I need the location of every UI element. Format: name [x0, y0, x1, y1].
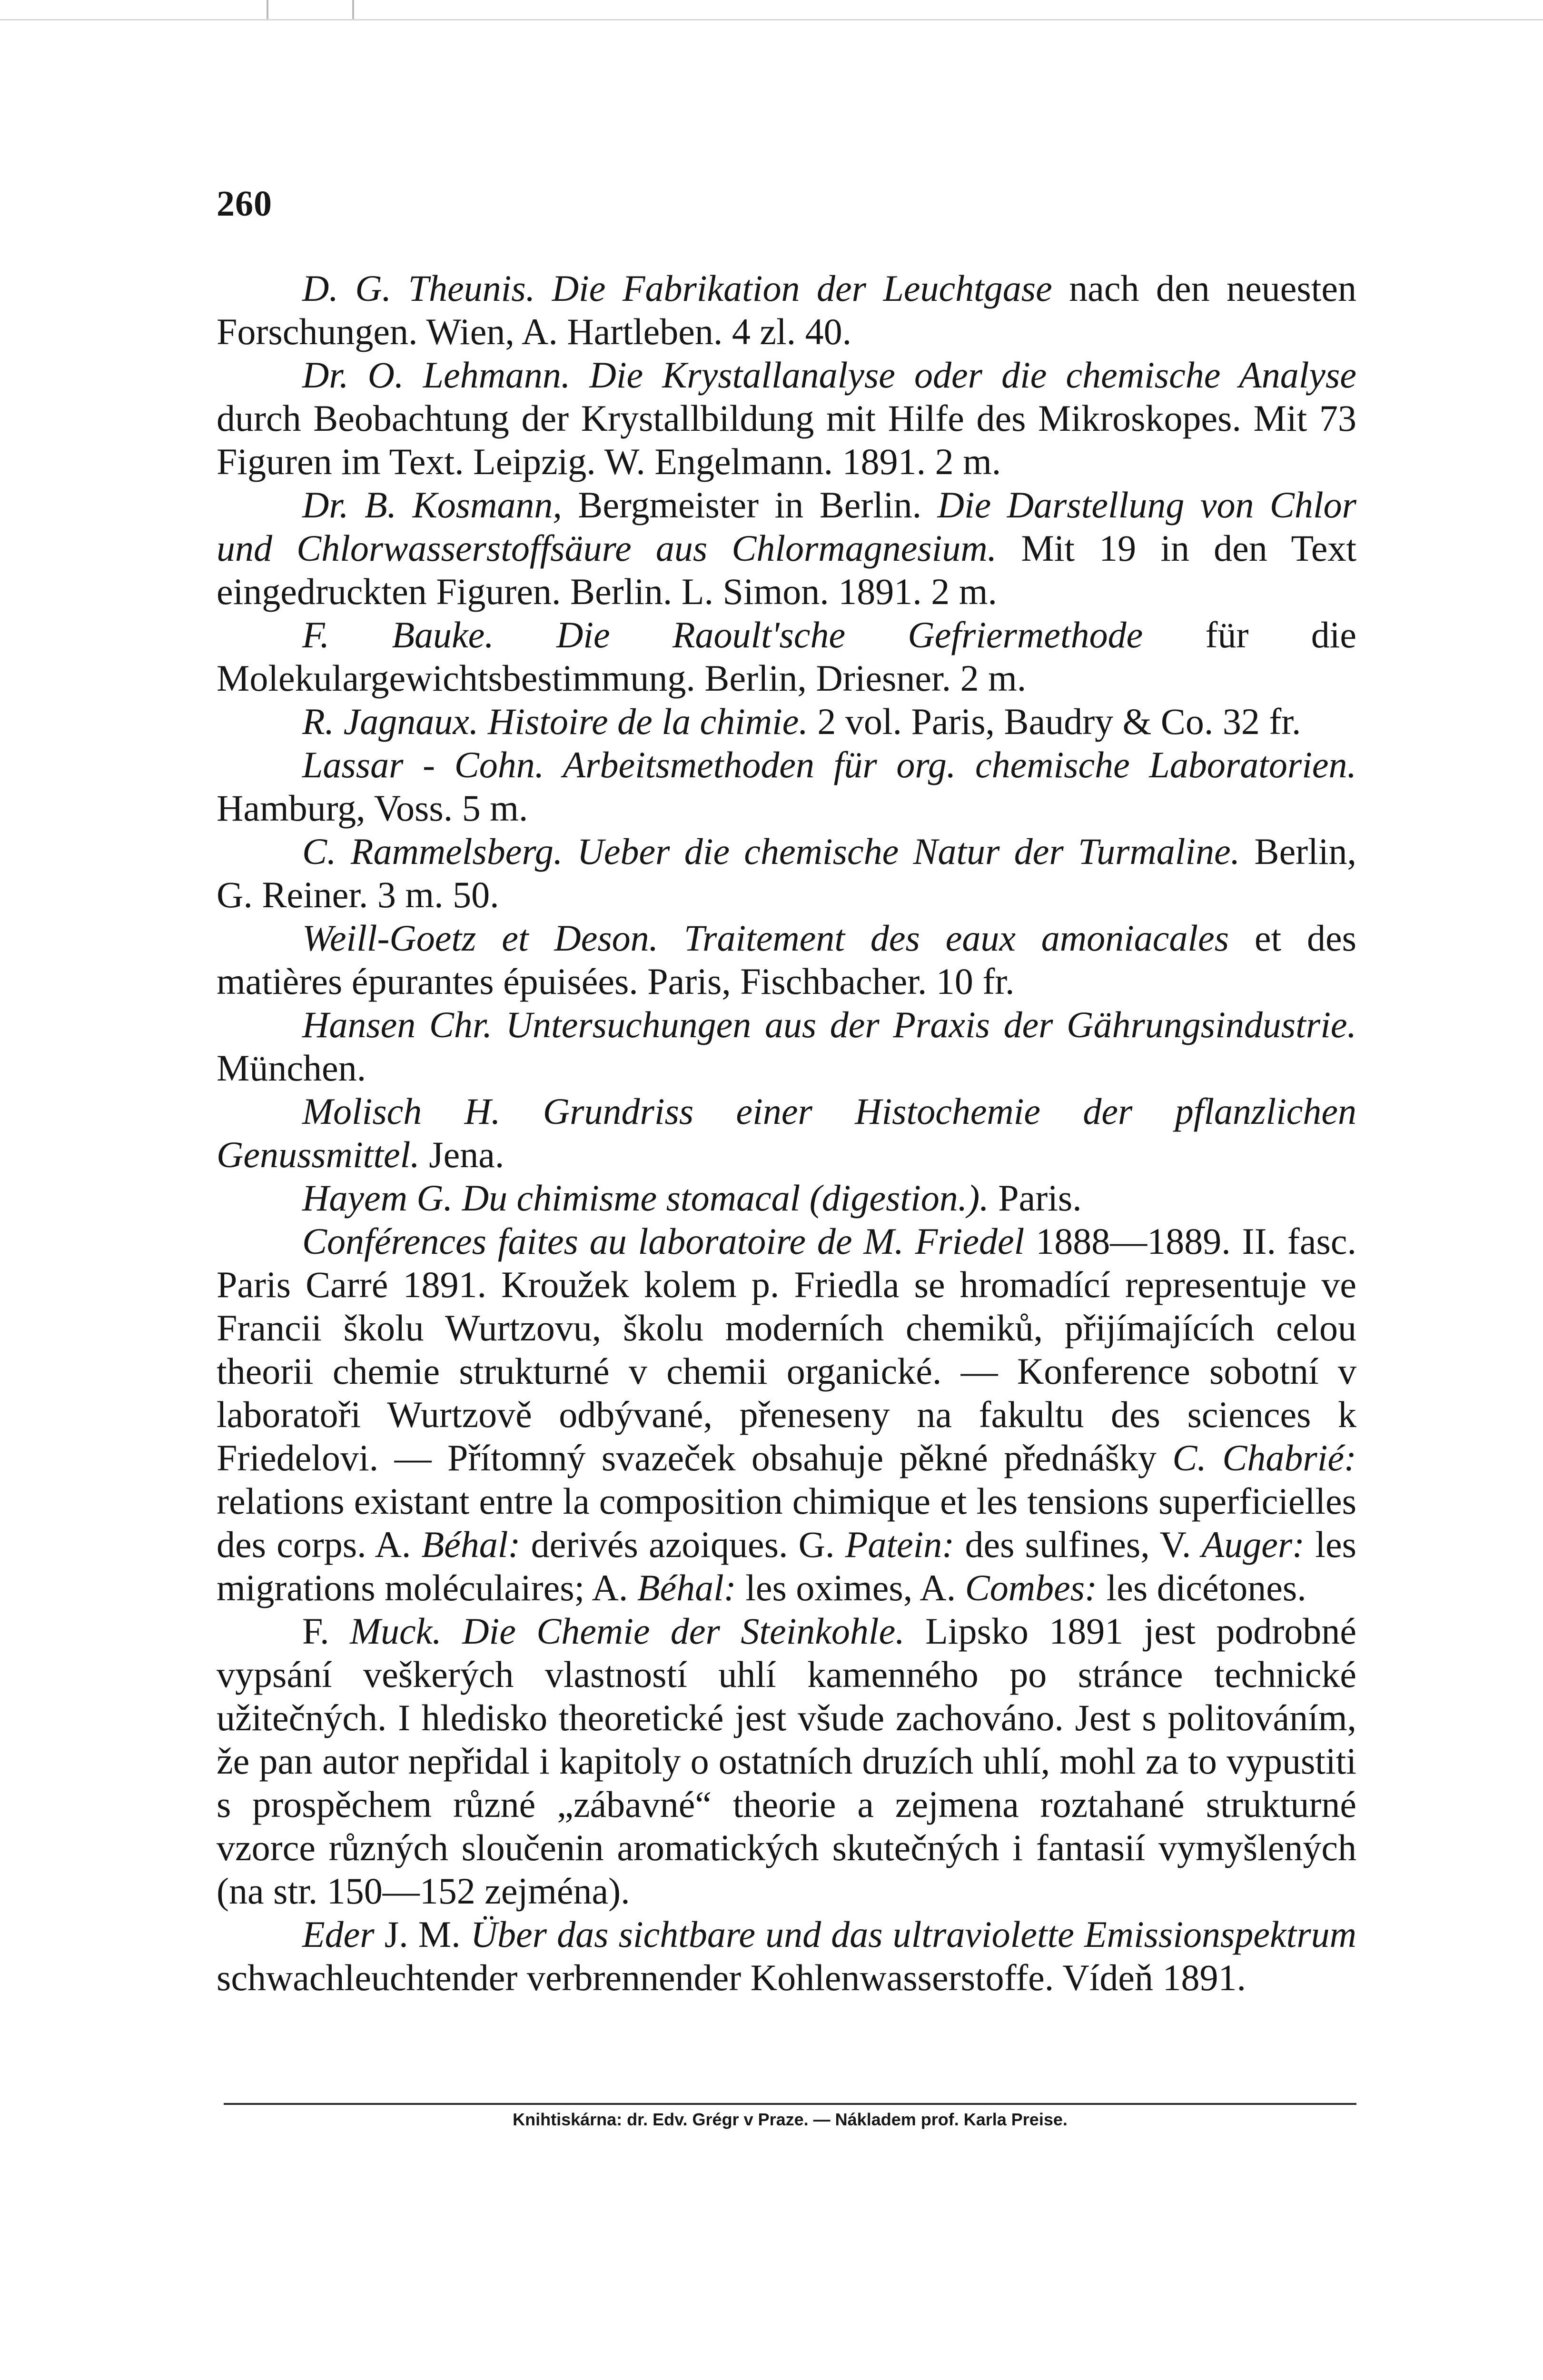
- entry-author: Béhal:: [421, 1524, 521, 1565]
- entry-title: R. Jagnaux. Histoire de la chimie.: [302, 701, 808, 742]
- entry-text: 1888—1889. II. fasc. Paris Carré 1891. Kroužek kolem p. Friedla se hromadící representuje ve Francii školu Wurtzovu, školu moderních chemiků, přijímajících celou theorii chemie strukturné v chemii organické. — Konference sobotní v laboratoři Wurtzově odbývané, přeneseny na fakultu des sciences k Friedelovi. — Přítomný svazeček obsahuje pěkné přednášky: [217, 1220, 1356, 1478]
- entry-text: schwachleuchtender verbrennender Kohlenwasserstoffe. Vídeň 1891.: [217, 1957, 1246, 1998]
- entry-title: Hayem G. Du chimisme stomacal (digestion.).: [302, 1177, 989, 1219]
- scan-top-edge: [0, 0, 1543, 20]
- entry-title: C. Rammelsberg. Ueber die chemische Natur der Turmaline.: [302, 831, 1240, 872]
- entry-text: nach den neuesten Forschungen. Wien, A. Hartleben. 4 zl. 40.: [217, 268, 1356, 352]
- entry-text: F.: [302, 1610, 350, 1652]
- bibliography-entry: [217, 353, 1356, 483]
- entry-text: Lipsko 1891 jest podrobné vypsání veškerých vlastností uhlí kamenného po stránce technické užitečných. I hledisko theoretické jest všude zachováno. Jest s politováním, že pan autor nepřidal i kapitoly o ostatních druzích uhlí, mohl za to vypustiti s prospěchem různé „zábavné“ theorie a zejmena roztahané strukturné vzorce různých sloučenin aromatických skutečných i fantasií vymyšlených (na str. 150—152 zejména).: [217, 1610, 1356, 1912]
- entry-text: durch Beobachtung der Krystallbildung mit Hilfe des Mikroskopes. Mit 73 Figuren im Text. Leipzig. W. Engelmann. 1891. 2 m.: [217, 397, 1356, 482]
- bibliography-entry: [217, 613, 1356, 700]
- entry-text: les oximes, A.: [736, 1567, 965, 1608]
- entry-text: Jena.: [419, 1134, 504, 1175]
- bibliography-entry: [217, 916, 1356, 1003]
- entry-text: derivés azoiques. G.: [520, 1524, 845, 1565]
- entry-text: les migrations moléculaires; A.: [217, 1524, 1356, 1608]
- entry-title: Lassar - Cohn. Arbeitsmethoden für org. chemische Laboratorien.: [302, 744, 1356, 785]
- bibliography-entry: [217, 1090, 1356, 1176]
- entry-text: München.: [217, 1047, 366, 1089]
- bibliography-entry: [217, 700, 1356, 743]
- entry-title: Weill-Goetz et Deson. Traitement des eaux amoniacales: [302, 917, 1229, 959]
- entry-text: Paris.: [989, 1177, 1082, 1219]
- scan-mark: [267, 0, 268, 19]
- bibliography-entry: [217, 267, 1356, 353]
- entry-text: des sulfines, V.: [954, 1524, 1202, 1565]
- entry-title: Conférences faites au laboratoire de M. Friedel: [302, 1220, 1025, 1262]
- entry-author: Combes:: [965, 1567, 1098, 1608]
- bibliography-entry: [217, 1913, 1356, 1999]
- entry-author: Dr. B. Kosmann,: [302, 484, 562, 526]
- bibliography-entry: [217, 1003, 1356, 1090]
- bibliography-entry-review: [217, 1609, 1356, 1913]
- entry-author: Patein:: [845, 1524, 955, 1565]
- printer-imprint: Knihtiskárna: dr. Edv. Grégr v Praze. — Nákladem prof. Karla Preise.: [513, 2110, 1068, 2129]
- entry-title: Dr. O. Lehmann. Die Krystallanalyse oder die chemische Analyse: [302, 354, 1356, 396]
- entry-title: Die Darstellung von Chlor und Chlorwasserstoffsäure aus Chlormagnesium.: [217, 484, 1356, 569]
- entry-text: et des matières épurantes épuisées. Paris, Fischbacher. 10 fr.: [217, 917, 1356, 1002]
- entry-title: Muck. Die Chemie der Steinkohle.: [350, 1610, 905, 1652]
- bibliography-list: [217, 267, 1356, 1999]
- entry-text: Berlin, G. Reiner. 3 m. 50.: [217, 831, 1356, 915]
- entry-title: F. Bauke. Die Raoult'sche Gefriermethode: [302, 614, 1143, 655]
- entry-title: Hansen Chr. Untersuchungen aus der Praxis der Gährungsindustrie.: [302, 1004, 1356, 1045]
- entry-title: D. G. Theunis. Die Fabrikation der Leuchtgase: [302, 268, 1052, 309]
- page-number: 260: [217, 184, 272, 224]
- scan-mark: [352, 0, 354, 19]
- entry-title: Über das sichtbare und das ultraviolette Emissionspektrum: [470, 1914, 1356, 1955]
- entry-text: Hamburg, Voss. 5 m.: [217, 787, 528, 829]
- entry-title: Molisch H. Grundriss einer Histochemie der pflanzlichen Genussmittel.: [217, 1091, 1356, 1175]
- entry-text: J. M.: [374, 1914, 471, 1955]
- entry-text: Mit 19 in den Text eingedruckten Figuren. Berlin. L. Simon. 1891. 2 m.: [217, 527, 1356, 612]
- bibliography-entry: [217, 1176, 1356, 1220]
- entry-author: C. Chabrié:: [1172, 1437, 1356, 1478]
- footer-rule: [224, 2103, 1356, 2105]
- bibliography-entry: [217, 830, 1356, 916]
- entry-text: relations existant entre la composition chimique et les tensions superficielles des corps. A.: [217, 1480, 1356, 1565]
- bibliography-entry: [217, 743, 1356, 830]
- entry-author: Béhal:: [637, 1567, 736, 1608]
- entry-author: Auger:: [1201, 1524, 1305, 1565]
- entry-text: les dicétones.: [1097, 1567, 1306, 1608]
- bibliography-entry: [217, 483, 1356, 613]
- entry-text: für die Molekulargewichtsbestimmung. Berlin, Driesner. 2 m.: [217, 614, 1356, 699]
- entry-author: Eder: [302, 1914, 375, 1955]
- entry-text: 2 vol. Paris, Baudry & Co. 32 fr.: [808, 701, 1301, 742]
- entry-text: Bergmeister in Berlin.: [562, 484, 938, 526]
- bibliography-entry-review: [217, 1220, 1356, 1609]
